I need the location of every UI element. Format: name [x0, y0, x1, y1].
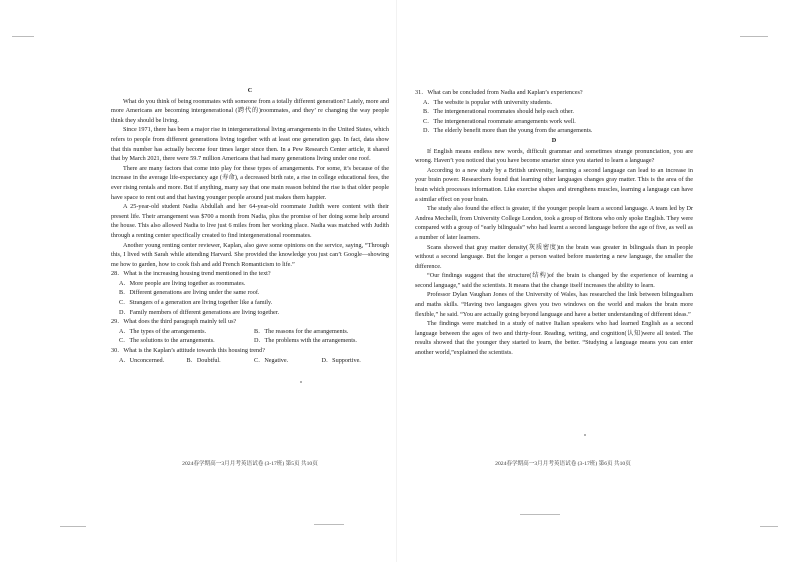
question-stem: 31．What can be concluded from Nadia and Kaplan’s experiences?	[415, 89, 583, 96]
passage-label: D	[551, 136, 557, 144]
passage-d	[415, 88, 693, 358]
question-31	[415, 88, 693, 136]
paragraph: If English means endless new words, difficult grammar and sometimes strange pronunciation, you are wrong. Haven’t you noticed that you have become smarter since you started to learn a language?	[415, 147, 693, 165]
paragraph: There are many factors that come into play for these types of arrangements. For some, it’s because of the increase in the average life-expectancy age (寿命), a decreased birth rate, a rise in college educational fees, the ever rising rentals and more. But if anything, many say that one main reason behind the rise is that older people have space to rent out and that having younger people around just makes them happier.	[111, 164, 389, 201]
answer-option: C．The solutions to the arrangements.	[119, 337, 215, 345]
answer-option: D．The problems with the arrangements.	[254, 337, 357, 345]
paragraph: Since 1971, there has been a major rise in intergenerational living arrangements in the United States, which refers to people from different generations living together with at least one generation gap. In fact, data show that this number has actually become four times larger since then. In a Pew Research Center article, it shared that by March 2021, there were 59.7 million Americans that had many generations living under one roof.	[111, 126, 389, 163]
question-28	[111, 269, 389, 317]
answer-option: C．The intergenerational roommate arrangements work well.	[423, 117, 576, 125]
answer-option: A．The types of the arrangements.	[119, 327, 207, 335]
passage-label: C	[247, 87, 253, 94]
question-30	[111, 346, 389, 365]
option-row	[119, 356, 389, 366]
paragraph: The study also found the effect is greater, if the younger people learn a second language. A team led by Dr Andrea Mechelli, from University College London, took a group of Britons who only spoke English. They were compared with a group of “early bilinguals” who had learnt a second language before the age of five, as well as a number of later learners.	[415, 205, 693, 241]
answer-option: A．More people are living together as roommates.	[119, 279, 246, 287]
paragraph: “Our findings suggest that the structure(结构)of the brain is changed by the experience of learning a second language,” said the scientists. It means that the change itself increases the ability to learn.	[415, 272, 693, 289]
option-row	[119, 336, 389, 346]
question-stem: 28．What is the increasing housing trend mentioned in the text?	[111, 270, 271, 278]
paragraph: A 25-year-old student Nadia Abdullah and her 64-year-old roommate Judith were content with their present life. Their arrangement was $700 a month from Nadia, plus the promise of her doing some help around the house. This also allowed Nadia to live just 6 miles from her working place. Nadia was matched with Judith through a renting center specifically created to find intergenerational roommates.	[111, 203, 389, 239]
paragraph: According to a new study by a British university, learning a second language can lead to an increase in your brain power. Researchers found that learning other languages changes gray matter. This is the area of the brain which processes information. Like exercise shapes and strengthens muscles, learning a language can have a similar effect on your brain.	[415, 166, 693, 203]
answer-option: B．The intergenerational roommates should help each other.	[423, 108, 574, 116]
paragraph: Scans showed that gray matter density(灰质密度)in the brain was greater in bilinguals than in people without a second language. But the longer a person waited before mastering a new language, the smaller the difference.	[415, 243, 693, 270]
answer-option: D．The elderly benefit more than the young from the arrangements.	[423, 127, 593, 135]
option-row	[119, 327, 389, 337]
paragraph: What do you think of being roommates with someone from a totally different generation? Lately, more and more Americans are becoming intergenerational (跨代的)roommates, and they’ re changing the way people think they should be living.	[111, 97, 389, 124]
question-stem: 29．What does the third paragraph mainly tell us?	[111, 318, 237, 326]
answer-option: B．Different generations are living under the same roof.	[119, 289, 260, 297]
answer-option: D．Family members of different generations are living together.	[119, 308, 280, 316]
paragraph: Professor Dylan Vaughan Jones of the University of Wales, has researched the link between bilingualism and maths skills. “Having two languages gives you two windows on the world and makes the brain more flexible,” he said. “You are actually going beyond language and have a better understanding of different ideas.”	[415, 291, 693, 318]
answer-option: D．Supportive.	[321, 356, 361, 364]
question-29	[111, 317, 389, 346]
passage-c	[111, 86, 389, 365]
answer-option: C．Strangers of a generation are living together like a family.	[119, 299, 273, 307]
answer-option: B．The reasons for the arrangements.	[254, 327, 349, 335]
paragraph: Another young renting center reviewer, Kaplan, also gave some opinions on the service, saying, “Through this, I lived with Sarah while attending Harvard. She provided the knowledge you just can’t Google—showing me how to garden, how to cook fish and add French Romanticism to life.”	[111, 241, 389, 268]
paragraph: The findings were matched in a study of native Italian speakers who had learned English as a second language between the ages of two and thirty-four. Reading, writing, and cognition(认知)were all tested. The results showed that the younger they started to learn, the better. “Studying a language means you can enter another world,”explained the scientists.	[415, 320, 693, 357]
answer-option: C．Negative.	[254, 356, 289, 364]
right-page	[397, 0, 794, 562]
answer-option: A．Unconcerned.	[119, 356, 165, 364]
answer-option: A．The website is popular with university students.	[423, 98, 553, 106]
page-footer: 2024春学期高一3月月考英语试卷 (3-17班) 第6页 共10页	[495, 461, 631, 467]
page-footer: 2024春学期高一3月月考英语试卷 (3-17班) 第5页 共10页	[182, 461, 318, 467]
question-stem: 30．What is the Kaplan’s attitude towards this housing trend?	[111, 347, 265, 355]
answer-option: B．Doubtful.	[186, 356, 221, 364]
